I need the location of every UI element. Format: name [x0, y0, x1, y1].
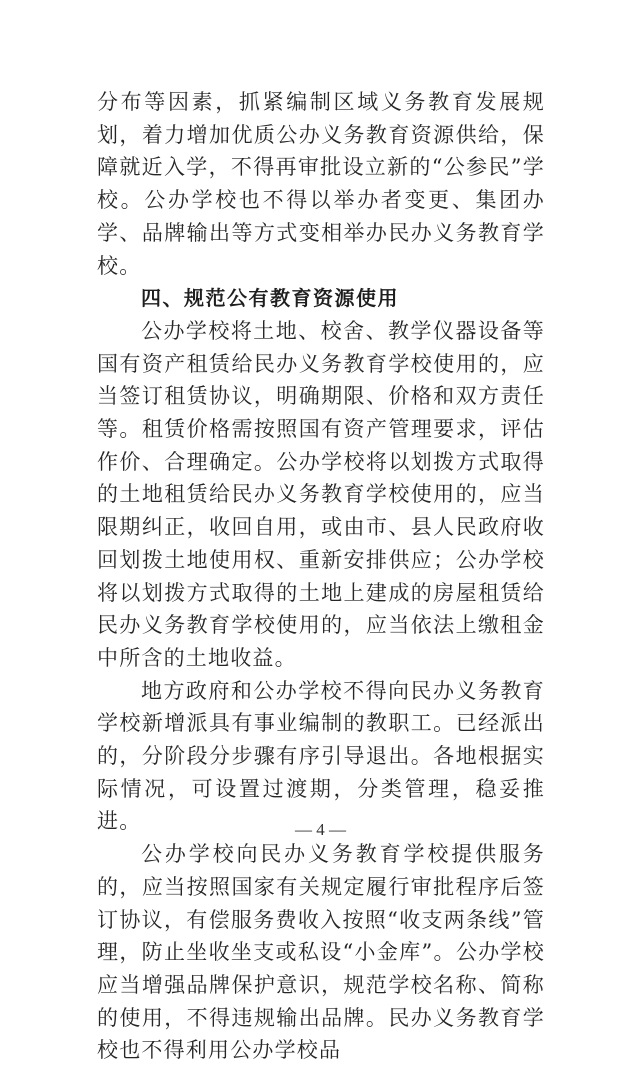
paragraph-continuation: 分布等因素，抓紧编制区域义务教育发展规划，着力增加优质公办义务教育资源供给，保障就近入学，不得再审批设立新的“公参民”学校。公办学校也不得以举办者变更、集团办学、品牌输出等方式变相举办民办义务教育学校。	[97, 90, 545, 278]
paragraph-services-brand: 公办学校向民办义务教育学校提供服务的，应当按照国家有关规定履行审批程序后签订协议，有偿服务费收入按照“收支两条线”管理，防止坐收坐支或私设“小金库”。公办学校应当增强品牌保护意识，规范学校名称、简称的使用，不得违规输出品牌。民办义务教育学校也不得利用公办学校品	[97, 842, 545, 1063]
paragraph-asset-lease: 公办学校将土地、校舍、教学仪器设备等国有资产租赁给民办义务教育学校使用的，应当签订租赁协议，明确期限、价格和双方责任等。租赁价格需按照国有资产管理要求，评估作价、合理确定。公办学校将以划拨方式取得的土地租赁给民办义务教育学校使用的，应当限期纠正，收回自用，或由市、县人民政府收回划拨土地使用权、重新安排供应；公办学校将以划拨方式取得的土地上建成的房屋租赁给民办义务教育学校使用的，应当依法上缴租金中所含的土地收益。	[97, 318, 545, 670]
page-number: — 4 —	[295, 820, 346, 839]
paragraph-staff-assignment: 地方政府和公办学校不得向民办义务教育学校新增派具有事业编制的教职工。已经派出的，分阶段分步骤有序引导退出。各地根据实际情况，可设置过渡期，分类管理，稳妥推进。	[97, 678, 545, 834]
section-heading: 四、规范公有教育资源使用	[141, 286, 399, 311]
document-page	[97, 86, 545, 1067]
